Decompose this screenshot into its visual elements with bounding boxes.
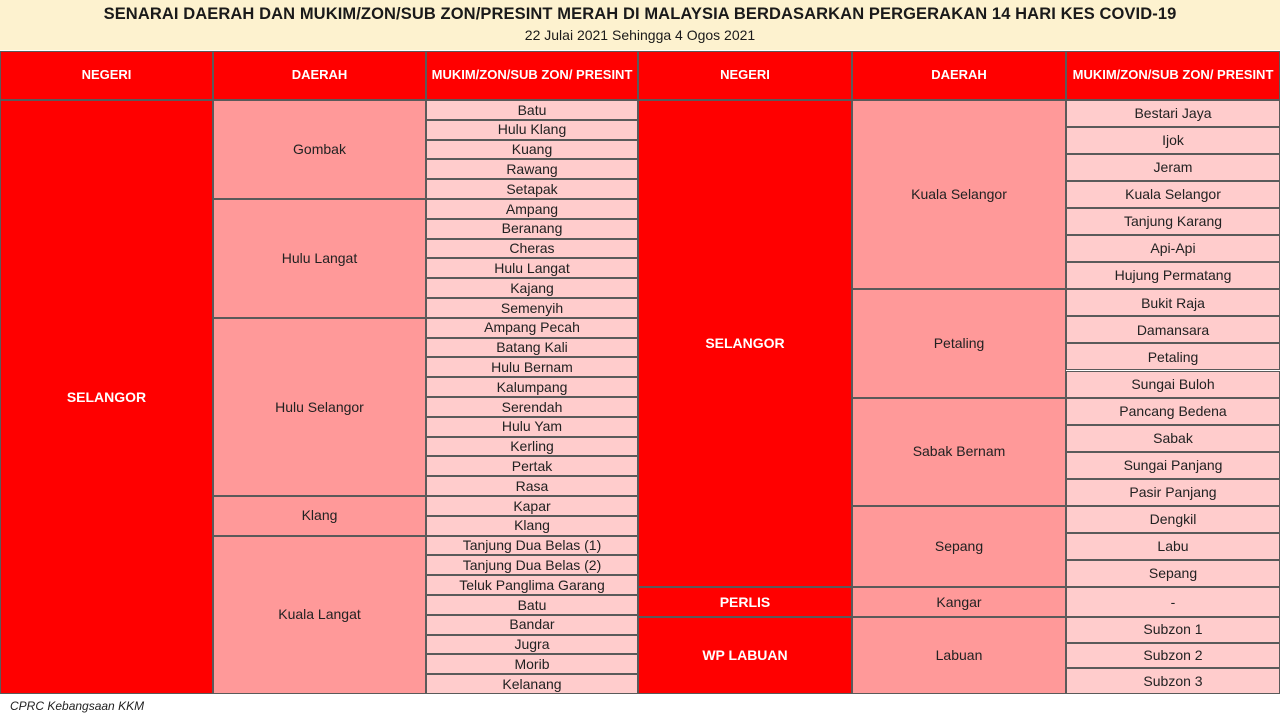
left-header-negeri: NEGERI bbox=[0, 51, 213, 100]
mukim-cell: Beranang bbox=[426, 219, 638, 239]
page-title: SENARAI DAERAH DAN MUKIM/ZON/SUB ZON/PRESINT MERAH DI MALAYSIA BERDASARKAN PERGERAKAN 14 HARI KES COVID-19 bbox=[103, 5, 1177, 23]
mukim-cell: Bukit Raja bbox=[1066, 289, 1280, 316]
mukim-cell: Hulu Klang bbox=[426, 120, 638, 140]
mukim-cell: Damansara bbox=[1066, 316, 1280, 343]
mukim-cell: Cheras bbox=[426, 239, 638, 259]
mukim-cell: Batu bbox=[426, 100, 638, 120]
mukim-cell: Kerling bbox=[426, 437, 638, 457]
mukim-cell: Hujung Permatang bbox=[1066, 262, 1280, 289]
mukim-cell: Semenyih bbox=[426, 298, 638, 318]
negeri-cell: SELANGOR bbox=[0, 100, 213, 694]
negeri-cell: SELANGOR bbox=[638, 100, 852, 587]
mukim-cell: Hulu Langat bbox=[426, 258, 638, 278]
daerah-cell: Petaling bbox=[852, 289, 1066, 397]
mukim-cell: Sabak bbox=[1066, 425, 1280, 452]
mukim-cell: Hulu Yam bbox=[426, 417, 638, 437]
daerah-cell: Kangar bbox=[852, 587, 1066, 617]
daerah-cell: Gombak bbox=[213, 100, 426, 199]
mukim-cell: Pancang Bedena bbox=[1066, 398, 1280, 425]
mukim-cell: Kuang bbox=[426, 140, 638, 160]
mukim-cell: Sungai Panjang bbox=[1066, 452, 1280, 479]
source-credit: CPRC Kebangsaan KKM bbox=[10, 699, 145, 713]
mukim-cell: Dengkil bbox=[1066, 506, 1280, 533]
mukim-cell: Jeram bbox=[1066, 154, 1280, 181]
mukim-cell: Serendah bbox=[426, 397, 638, 417]
negeri-cell: WP LABUAN bbox=[638, 617, 852, 694]
mukim-cell: Subzon 1 bbox=[1066, 617, 1280, 643]
mukim-cell: Bestari Jaya bbox=[1066, 100, 1280, 127]
mukim-cell: Tanjung Karang bbox=[1066, 208, 1280, 235]
daerah-cell: Hulu Langat bbox=[213, 199, 426, 318]
mukim-cell: Kuala Selangor bbox=[1066, 181, 1280, 208]
negeri-cell: PERLIS bbox=[638, 587, 852, 617]
date-range-subtitle: 22 Julai 2021 Sehingga 4 Ogos 2021 bbox=[524, 27, 756, 43]
mukim-cell: Jugra bbox=[426, 635, 638, 655]
right-header-mukim: MUKIM/ZON/SUB ZON/ PRESINT bbox=[1066, 51, 1280, 100]
mukim-cell: Subzon 3 bbox=[1066, 668, 1280, 694]
right-header-daerah: DAERAH bbox=[852, 51, 1066, 100]
mukim-cell: Batang Kali bbox=[426, 338, 638, 358]
mukim-cell: Ampang Pecah bbox=[426, 318, 638, 338]
mukim-cell: Subzon 2 bbox=[1066, 643, 1280, 669]
mukim-cell: Batu bbox=[426, 595, 638, 615]
left-header-daerah: DAERAH bbox=[213, 51, 426, 100]
daerah-cell: Kuala Selangor bbox=[852, 100, 1066, 289]
daerah-cell: Sabak Bernam bbox=[852, 398, 1066, 506]
mukim-cell: Sungai Buloh bbox=[1066, 371, 1280, 398]
mukim-cell: Kapar bbox=[426, 496, 638, 516]
mukim-cell: Morib bbox=[426, 654, 638, 674]
mukim-cell: Kalumpang bbox=[426, 377, 638, 397]
daerah-cell: Labuan bbox=[852, 617, 1066, 694]
mukim-cell: Tanjung Dua Belas (1) bbox=[426, 536, 638, 556]
mukim-cell: Labu bbox=[1066, 533, 1280, 560]
mukim-cell: - bbox=[1066, 587, 1280, 617]
daerah-cell: Hulu Selangor bbox=[213, 318, 426, 496]
mukim-cell: Rasa bbox=[426, 476, 638, 496]
mukim-cell: Klang bbox=[426, 516, 638, 536]
mukim-cell: Kajang bbox=[426, 278, 638, 298]
daerah-cell: Sepang bbox=[852, 506, 1066, 587]
mukim-cell: Sepang bbox=[1066, 560, 1280, 587]
mukim-cell: Setapak bbox=[426, 179, 638, 199]
mukim-cell: Bandar bbox=[426, 615, 638, 635]
left-header-mukim: MUKIM/ZON/SUB ZON/ PRESINT bbox=[426, 51, 638, 100]
mukim-cell: Petaling bbox=[1066, 343, 1280, 370]
mukim-cell: Tanjung Dua Belas (2) bbox=[426, 555, 638, 575]
mukim-cell: Rawang bbox=[426, 159, 638, 179]
mukim-cell: Api-Api bbox=[1066, 235, 1280, 262]
daerah-cell: Klang bbox=[213, 496, 426, 536]
mukim-cell: Pasir Panjang bbox=[1066, 479, 1280, 506]
right-header-negeri: NEGERI bbox=[638, 51, 852, 100]
mukim-cell: Hulu Bernam bbox=[426, 357, 638, 377]
daerah-cell: Kuala Langat bbox=[213, 536, 426, 694]
mukim-cell: Teluk Panglima Garang bbox=[426, 575, 638, 595]
mukim-cell: Ampang bbox=[426, 199, 638, 219]
mukim-cell: Pertak bbox=[426, 456, 638, 476]
mukim-cell: Ijok bbox=[1066, 127, 1280, 154]
mukim-cell: Kelanang bbox=[426, 674, 638, 694]
